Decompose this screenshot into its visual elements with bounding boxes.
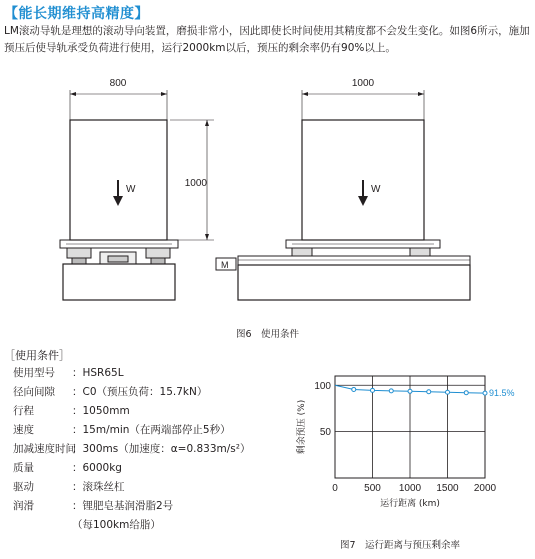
condition-label: 使用型号: [13, 367, 55, 379]
conditions-header: ［使用条件］: [4, 349, 70, 362]
condition-value: （每100km给脂）: [72, 519, 161, 531]
data-point: [371, 388, 375, 392]
condition-value: ：6000kg: [72, 462, 122, 474]
left-height-label: 1000: [184, 178, 207, 189]
y-tick-label: 50: [319, 427, 331, 439]
right-machine-diagram: [216, 90, 470, 300]
data-point: [464, 391, 468, 395]
figure-7-chart: [290, 364, 535, 534]
intro-paragraph: LM滚动导轨是理想的滚动导向装置，磨损非常小，因此即使长时间使用其精度都不会发生变化。如图6所示，施加预压后使导轨承受负荷进行使用，运行2000km以后，预压的剩余率仍有90%以上。: [4, 25, 530, 54]
condition-label: 行程: [13, 405, 34, 417]
x-axis-label: 运行距离 (km): [380, 499, 440, 509]
x-tick-label: 0: [332, 483, 338, 494]
x-tick-label: 1500: [436, 483, 459, 494]
condition-label: 润滑: [13, 500, 34, 512]
condition-value: ：300ms（加速度：α=0.833m/s²）: [72, 443, 251, 455]
condition-label: 速度: [13, 424, 34, 436]
condition-label: 径向间隙: [13, 386, 55, 398]
end-value-annotation: 91.5%: [489, 388, 515, 399]
y-axis-label: 剩余预压 (%): [297, 399, 307, 455]
x-tick-label: 500: [364, 483, 381, 494]
condition-value: ：锂肥皂基润滑脂2号: [72, 500, 174, 512]
data-point: [408, 389, 412, 393]
data-point: [483, 391, 487, 395]
right-width-label: 1000: [351, 78, 375, 89]
condition-value: ：C0（预压负荷：15.7kN）: [72, 386, 208, 398]
y-tick-label: 100: [314, 380, 331, 392]
right-load-label: W: [371, 184, 381, 195]
data-point: [427, 390, 431, 394]
figure-7-caption: 图7 运行距离与预压剩余率: [340, 540, 461, 551]
x-tick-label: 2000: [473, 483, 497, 494]
left-load-label: W: [126, 184, 136, 195]
section-title: 【能长期维持高精度】: [4, 6, 149, 22]
figure-6-diagram: [0, 64, 535, 326]
x-tick-label: 1000: [398, 483, 422, 494]
condition-value: ：滚珠丝杠: [72, 481, 125, 493]
condition-label: 加减速度时间: [13, 443, 76, 455]
condition-value: ：15m/min（在两端部停止5秒）: [72, 424, 231, 436]
condition-value: ：HSR65L: [72, 367, 124, 379]
left-width-label: 800: [109, 78, 127, 89]
figure-6-caption: 图6 使用条件: [235, 329, 300, 340]
data-point: [352, 387, 356, 391]
condition-label: 驱动: [13, 481, 34, 493]
left-machine-diagram: [60, 90, 214, 300]
condition-value: ：1050mm: [72, 405, 130, 417]
motor-label: M: [221, 260, 229, 270]
condition-label: 质量: [13, 462, 34, 474]
data-point: [389, 389, 393, 393]
data-point: [446, 390, 450, 394]
